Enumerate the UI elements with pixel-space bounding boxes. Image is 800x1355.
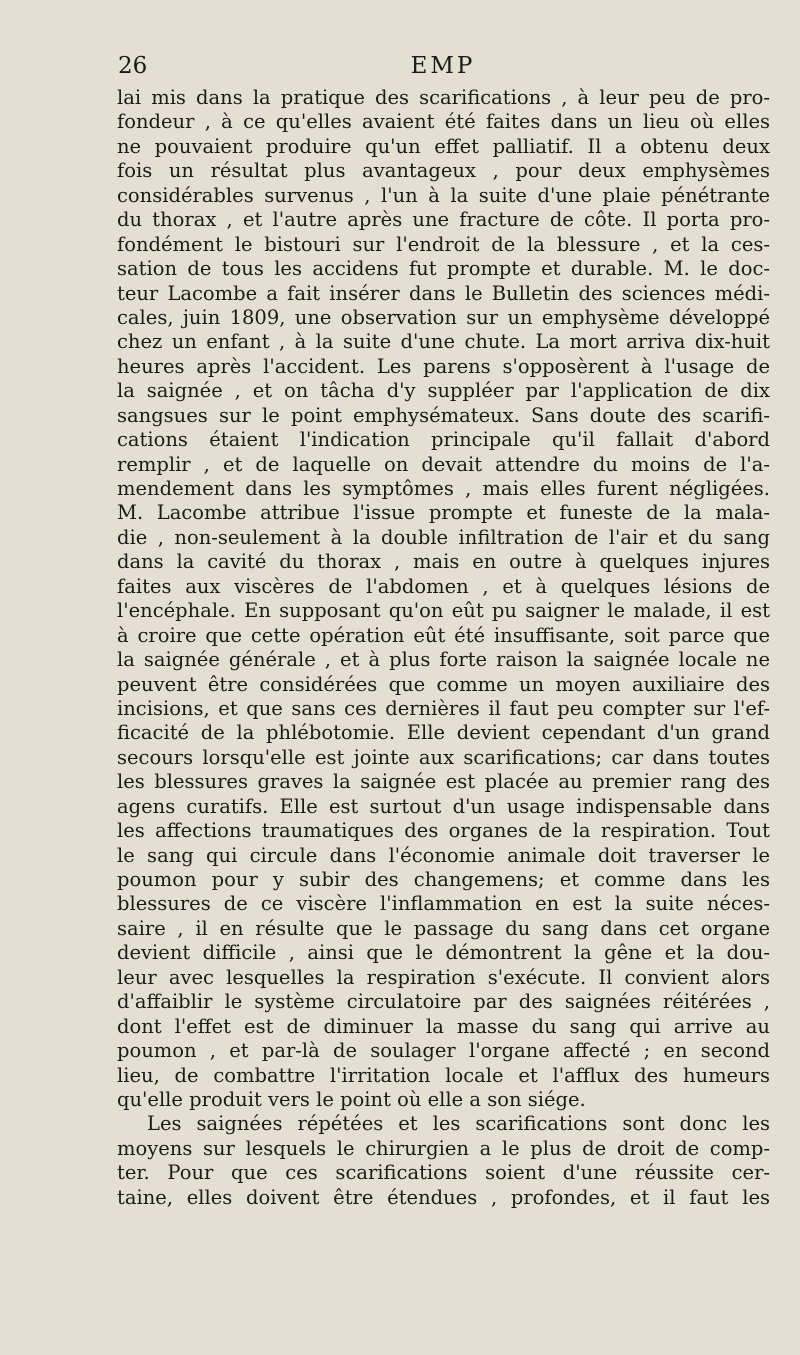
text-line: mendement dans les symptômes , mais elles furent négligées. bbox=[117, 477, 770, 500]
text-line: ficacité de la phlébotomie. Elle devient cependant d'un grand bbox=[117, 721, 770, 745]
text-line: remplir , et de laquelle on devait attendre du moins de l'a- bbox=[117, 452, 770, 476]
text-line: lai mis dans la pratique des scarifications , à leur peu de pro- bbox=[117, 86, 770, 109]
text-line: d'affaiblir le système circulatoire par des saignées réitérées , bbox=[117, 990, 770, 1014]
text-line: saire , il en résulte que le passage du sang dans cet organe bbox=[117, 916, 770, 940]
text-line: incisions, et que sans ces dernières il faut peu compter sur l'ef- bbox=[117, 696, 770, 720]
text-line: considérables survenus , l'un à la suite d'une plaie pénétrante bbox=[117, 183, 770, 207]
text-line: lieu, de combattre l'irritation locale et l'afflux des humeurs bbox=[117, 1063, 770, 1087]
text-line: blessures de ce viscère l'inflammation en est la suite néces- bbox=[117, 892, 770, 916]
text-line: poumon pour y subir des changemens; et comme dans les bbox=[117, 868, 770, 891]
text-line: qu'elle produit vers le point où elle a son siége. bbox=[117, 1087, 586, 1111]
text-line: poumon , et par-là de soulager l'organe affecté ; en second bbox=[117, 1039, 770, 1063]
text-line: taine, elles doivent être étendues , profondes, et il faut les bbox=[117, 1185, 770, 1209]
text-line: dont l'effet est de diminuer la masse du sang qui arrive au bbox=[117, 1014, 770, 1038]
text-line: ne pouvaient produire qu'un effet palliatif. Il a obtenu deux bbox=[117, 134, 770, 158]
body-text bbox=[117, 86, 770, 1210]
text-line: fondément le bistouri sur l'endroit de la blessure , et la ces- bbox=[117, 232, 770, 256]
text-line: secours lorsqu'elle est jointe aux scarifications; car dans toutes bbox=[117, 745, 770, 769]
text-line: teur Lacombe a fait insérer dans le Bulletin des sciences médi- bbox=[117, 281, 770, 305]
text-line: moyens sur lesquels le chirurgien a le plus de droit de comp- bbox=[117, 1136, 770, 1160]
text-line: heures après l'accident. Les parens s'opposèrent à l'usage de bbox=[117, 354, 770, 378]
text-line: dans la cavité du thorax , mais en outre à quelques injures bbox=[117, 550, 770, 574]
text-line: du thorax , et l'autre après une fracture de côte. Il porta pro- bbox=[117, 208, 770, 232]
text-line: la saignée , et on tâcha d'y suppléer par l'application de dix bbox=[117, 379, 770, 403]
text-line: l'encéphale. En supposant qu'on eût pu saigner le malade, il est bbox=[117, 599, 770, 623]
text-line: cations étaient l'indication principale qu'il fallait d'abord bbox=[117, 428, 770, 452]
paragraph bbox=[117, 86, 770, 1112]
text-line: Les saignées répétées et les scarifications sont donc les bbox=[147, 1112, 770, 1136]
text-line: le sang qui circule dans l'économie animale doit traverser le bbox=[117, 843, 770, 867]
text-line: fondeur , à ce qu'elles avaient été faites dans un lieu où elles bbox=[117, 110, 770, 134]
text-line: ter. Pour que ces scarifications soient d'une réussite cer- bbox=[117, 1161, 770, 1185]
text-line: faites aux viscères de l'abdomen , et à quelques lésions de bbox=[117, 574, 770, 598]
text-line: à croire que cette opération eût été insuffisante, soit parce que bbox=[117, 623, 770, 647]
text-line: la saignée générale , et à plus forte raison la saignée locale ne bbox=[117, 648, 770, 672]
text-line: les affections traumatiques des organes de la respiration. Tout bbox=[117, 819, 770, 843]
page-number: 26 bbox=[118, 53, 148, 79]
text-line: peuvent être considérées que comme un moyen auxiliaire des bbox=[117, 672, 770, 696]
paragraph bbox=[117, 1112, 770, 1210]
text-line: M. Lacombe attribue l'issue prompte et funeste de la mala- bbox=[117, 501, 770, 525]
text-line: agens curatifs. Elle est surtout d'un usage indispensable dans bbox=[117, 794, 770, 818]
text-line: leur avec lesquelles la respiration s'exécute. Il convient alors bbox=[117, 965, 770, 989]
text-line: devient difficile , ainsi que le démontrent la gêne et la dou- bbox=[117, 941, 770, 965]
text-line: chez un enfant , à la suite d'une chute. La mort arriva dix-huit bbox=[117, 330, 770, 354]
text-line: cales, juin 1809, une observation sur un emphysème développé bbox=[117, 305, 770, 329]
text-line: die , non-seulement à la double infiltration de l'air et du sang bbox=[117, 525, 770, 549]
page-header bbox=[118, 52, 768, 82]
text-line: sation de tous les accidens fut prompte et durable. M. le doc- bbox=[117, 257, 770, 281]
text-line: fois un résultat plus avantageux , pour deux emphysèmes bbox=[117, 159, 770, 183]
running-head: EMP bbox=[410, 53, 476, 79]
text-line: sangsues sur le point emphysémateux. Sans doute des scarifi- bbox=[117, 403, 770, 427]
text-line: les blessures graves la saignée est placée au premier rang des bbox=[117, 770, 770, 794]
